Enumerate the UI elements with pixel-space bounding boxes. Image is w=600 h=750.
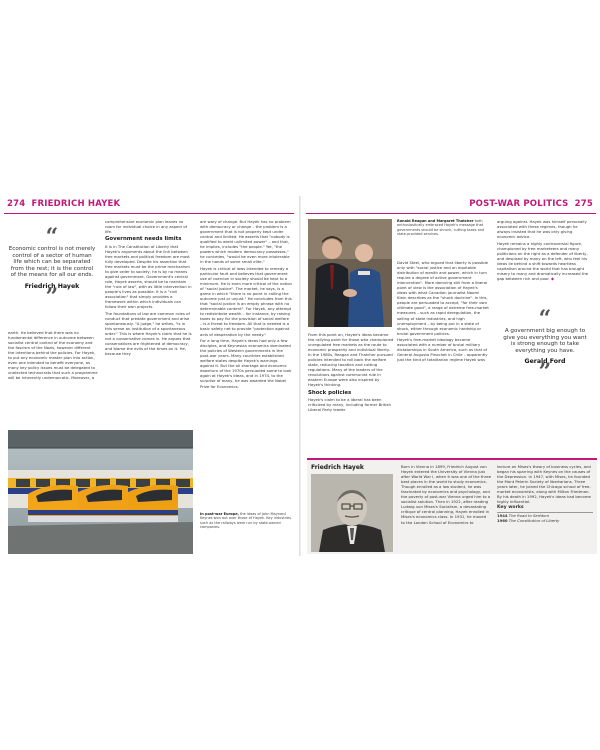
key-work-title: The Constitution of Liberty <box>508 517 560 523</box>
reagan-thatcher-illustration <box>308 219 392 327</box>
key-work-year: 1960 <box>497 517 508 523</box>
key-work-title: The Road to Serfdom <box>508 512 550 518</box>
left-running-title: FRIEDRICH HAYEK <box>31 199 121 209</box>
train-caption <box>200 512 292 530</box>
left-running-head <box>4 199 120 211</box>
right-quote-attribution: Gerald Ford <box>524 358 566 366</box>
key-work-item <box>497 519 593 524</box>
reagan-thatcher-photo <box>308 219 392 327</box>
right-page-number: 275 <box>574 199 593 209</box>
right-col2-paragraph-2: Hayek's free-market ideology became associated with a number of brutal military dictatorships in South America, such as that of General Augusto Pinochet in Chile – apparently just the kind of totalitarian regime Hayek was <box>397 337 488 363</box>
reagan-caption-text: both enthusiastically embraced Hayek's message that governments should be shrunk, cutting taxes and state-provided services. <box>397 219 485 237</box>
right-col1-paragraph-2: Hayek's claim to be a liberal has been criticized by many, including former British Liberal Party leader <box>308 397 391 413</box>
hayek-portrait <box>311 474 393 552</box>
profile-name: Friedrich Hayek <box>311 464 364 471</box>
left-col2-body <box>105 219 193 427</box>
right-pull-quote <box>502 306 588 386</box>
government-limits-subhead: Government needs limits <box>105 236 182 243</box>
right-running-title: POST-WAR POLITICS <box>469 199 569 209</box>
right-col2-paragraph-1: David Steel, who argued that liberty is possible only with "social justice and an equitable distribution of wealth and power, which in turn require a degree of active government intervention". More damning still from a liberal point of view is the association of Hayek's ideas with what Canadian journalist Naomi Klein describes as the "shock doctrine". In this, people are persuaded to accept, "for their own ultimate good", a range of extreme free-market measures – such as rapid deregulation, the selling of state industries, and high unemployment – by being put in a state of shock, either through economic hardship or brutal government policies. <box>397 260 489 336</box>
right-quote-text: A government big enough to give you everything you want is strong enough to take everything you have. <box>503 328 587 354</box>
shock-policies-subhead: Shock policies <box>308 389 352 396</box>
left-col1-paragraph: earth. He believed that there was no fundamental difference in outcome between socialist central control of the economy and the fascism of the Nazis, however different the intentions behind the policies. For Hayek, to put any economic master plan into action, even one intended to benefit everyone, as many key policy issues must be delegated to unelected technocrats that such a programme will be inherently undemocratic. Moreover, a <box>8 330 98 381</box>
left-col2-paragraph-1: It is in The Constitution of Liberty that Hayek's arguments about the link between free markets and political freedom are most fully developed. Despite his assertion that free markets must be the prime mechanism to give order to society, he is by no means against government. Government's central role, Hayek asserts, should be to maintain the "rule of law", with as little intervention in people's lives as possible. It is a "civil association" that simply provides a framework within which individuals can follow their own projects. <box>105 243 192 310</box>
end-diamond-icon: ◆ <box>551 276 554 282</box>
right-col3-body <box>497 219 591 299</box>
left-col2-paragraph-2: The foundations of law are common rules of conduct that predate government and arise spontaneously. "A judge," he writes, "is in this sense an institution of a spontaneous order." This is where Hayek's claim that he is not a conservative comes in. He argues that conservatives are frightened of democracy, and blame the evils of the times on it. He, because they <box>105 310 192 357</box>
hayek-portrait-illustration <box>311 474 393 552</box>
train-caption-lead: In post-war Europe, <box>200 512 239 516</box>
page-gutter <box>299 196 301 556</box>
trains-illustration <box>8 430 193 554</box>
train-caption-text: the ideas of John Maynard Keynes won out over those of Hayek. Key industries such as the railways were run by state-owned companies. <box>200 512 291 530</box>
left-header-rule <box>4 213 294 214</box>
hayek-profile-panel <box>307 458 597 554</box>
key-works-title: Key works <box>497 506 593 513</box>
train-photo <box>8 430 193 554</box>
left-col2-intro: comprehensive economic plan leaves no room for individual choice in any aspect of life. <box>105 219 187 235</box>
profile-bio-2: lecture on Mises's theory of business cycles, and began his sparring with Keynes on the causes of the Depression. In 1947, with Mises, he founded the Mont Pelerin Society of libertarians. Three years later, he joined the Chicago school of free-market economists, along with Milton Friedman. By his death in 1992, Hayek's ideas had become highly influential. <box>497 464 591 505</box>
left-page-number: 274 <box>7 199 26 209</box>
left-quote-text: Economic control is not merely control of a sector of human life which can be separated from the rest; it is the control of the means for all our ends. <box>8 246 96 279</box>
profile-bio-1: Born in Vienna in 1899, Friedrich August von Hayek entered the University of Vienna just after World War I, when it was one of the three best places in the world to study economics. Though enrolled as a law student, he was fascinated by economics and psychology, and the poverty of post-war Vienna urged him to a socialist solution. Then in 1922, after reading Ludwig von Mises's Socialism, a devastating critique of central planning, Hayek enrolled in Mises's economics class. In 1931, he moved to the London School of Economics to <box>401 464 491 525</box>
right-running-head <box>469 199 596 211</box>
profile-col2 <box>497 464 593 554</box>
right-col3-paragraph-1: arguing against. Hayek was himself personally associated with these regimes, though he always insisted that he was only giving economic advice. <box>497 219 587 240</box>
right-col3-paragraph-2 <box>497 241 591 281</box>
key-work-year: 1944 <box>497 512 508 518</box>
left-pull-quote <box>8 224 96 310</box>
close-quote-icon: ” <box>538 359 552 386</box>
open-quote-icon: “ <box>538 306 552 332</box>
right-col1-body <box>308 332 394 456</box>
key-works <box>497 506 593 524</box>
left-col1-body <box>8 330 98 422</box>
close-quote-icon: ” <box>45 283 59 310</box>
reagan-caption-lead: Ronald Reagan and Margaret Thatcher <box>397 219 474 223</box>
left-col3-body <box>200 219 292 509</box>
left-col3-paragraph-1: are wary of change. But Hayek has no problem with democracy or change – the problem is a government that is not properly kept under control and limited. He asserts that "nobody is qualified to wield unlimited power" – and that, he implies, includes "the people." Yet, "the powers which modern democracy possesses," he concedes, "would be even more intolerable in the hands of some small elite." <box>200 219 291 265</box>
open-quote-icon: “ <box>45 224 59 250</box>
reagan-caption <box>397 219 489 237</box>
left-quote-attribution: Friedrich Hayek <box>24 282 80 290</box>
left-col3-paragraph-2: Hayek is critical of laws intended to remedy a particular fault and believes that government use of coercion in society should be kept to a minimum. He is even more critical of the notion of "social justice". The market, he says, is a game in which "there is no point in calling the outcome just or unjust." He concludes from this that "social justice is an empty phrase with no determinable content". For Hayek, any attempt to redistribute wealth – for instance, by raising taxes to pay for the provision of social welfare – is a threat to freedom. All that is needed is a basic safety net to provide "protection against acts of desperation by the needy." <box>200 265 292 337</box>
right-header-rule <box>306 213 596 214</box>
right-col1-paragraph-1: From this point on, Hayek's ideas became the rallying point for those who championed unregulated free markets as the route to economic prosperity and individual liberty. In the 1980s, Reagan and Thatcher pursued policies intended to roll back the welfare state, reducing taxation and cutting regulations. Many of the leaders of the revolutions against communist rule in eastern Europe were also inspired by Hayek's thinking. <box>308 332 394 388</box>
left-col3-paragraph-3: For a long time, Hayek's ideas had only a few disciples, and Keynesian economics dominated the policies of Western governments in the post-war years. Many countries established welfare states despite Hayek's warnings against it. But the oil shortage and economic downturn of the 1970s persuaded some to look again at Hayek's ideas, and in 1974, to the surprise of many, he was awarded the Nobel Prize for Economics. <box>200 338 292 389</box>
profile-col1 <box>401 464 491 554</box>
right-col3-paragraph-2-text: Hayek remains a highly controversial figure, championed by free marketeers and many politicians on the right as a defender of liberty, and despised by many on the left, who feel his ideas lie behind a shift towards heartless capitalism around the world that has brought misery to many and dramatically increased the gap between rich and poor. <box>497 240 589 282</box>
right-col2-body <box>397 260 489 456</box>
